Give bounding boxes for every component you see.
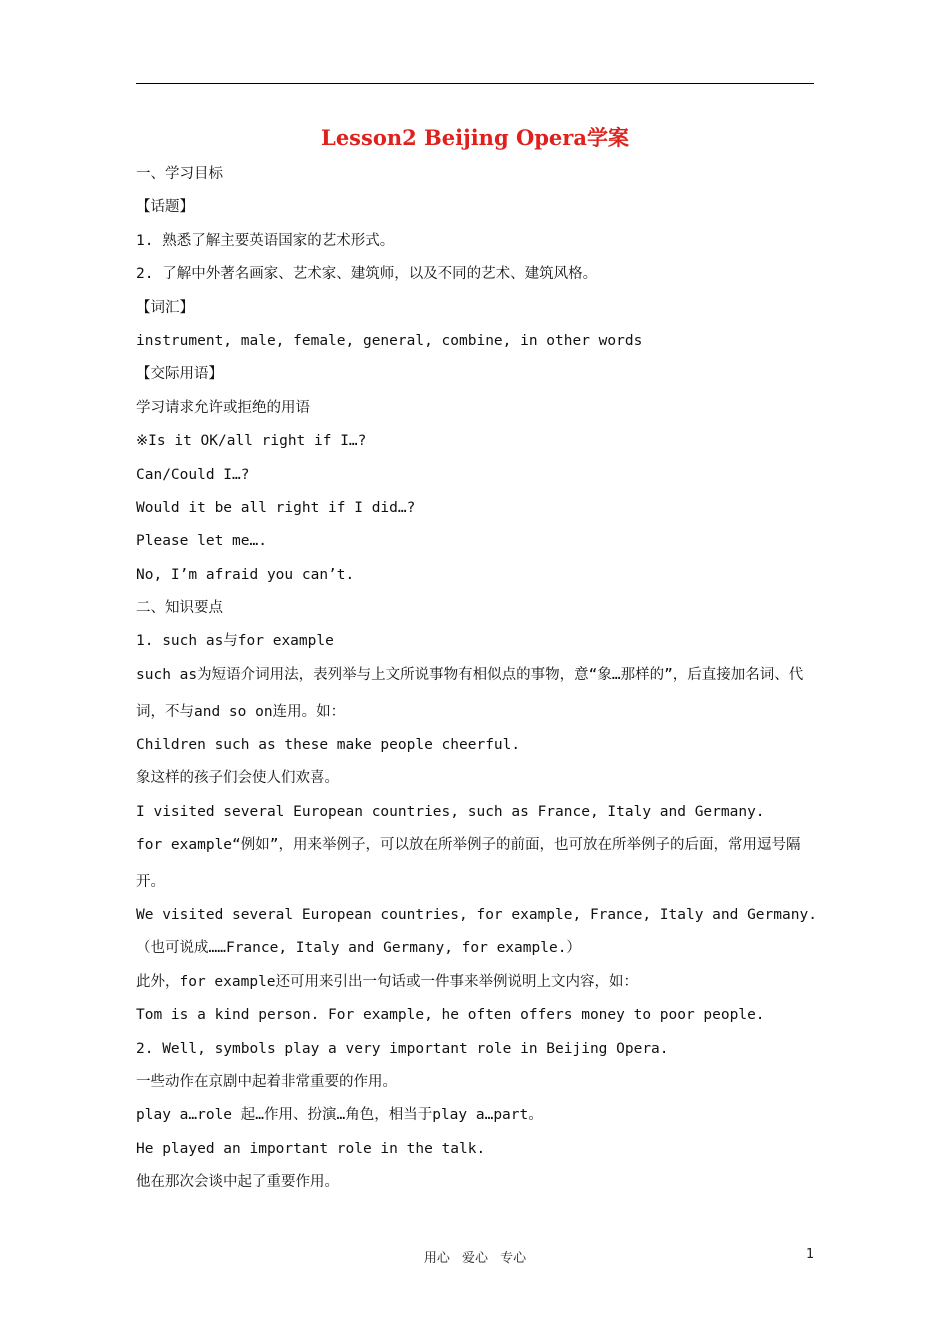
footer-motto: 用心 爱心 专心 — [423, 1251, 527, 1266]
page-number: 1 — [806, 1247, 815, 1262]
topic-item-1: 1. 熟悉了解主要英语国家的艺术形式。 — [136, 232, 395, 249]
example-sentence: I visited several European countries, such as France, Italy and Germany. — [136, 803, 765, 820]
document-body — [136, 158, 816, 1200]
topic-item-2: 2. 了解中外著名画家、艺术家、建筑师，以及不同的艺术、建筑风格。 — [136, 266, 598, 283]
point-2-translation: 一些动作在京剧中起着非常重要的作用。 — [136, 1073, 397, 1090]
subheading-vocabulary: 【词汇】 — [136, 299, 194, 316]
example-sentence: He played an important role in the talk. — [136, 1140, 486, 1157]
example-sentence: Tom is a kind person. For example, he often offers money to poor people. — [136, 1007, 765, 1024]
point-1-explanation: such as为短语介词用法，表列举与上文所说事物有相似点的事物，意“象…那样的”，后直接加名词、代词，不与and so on连用。如： — [136, 666, 804, 720]
phrase-line: Please let me…. — [136, 533, 267, 550]
phrase-line: Would it be all right if I did…? — [136, 499, 416, 516]
phrase-explanation: play a…role 起…作用、扮演…角色，相当于play a…part。 — [136, 1107, 543, 1124]
phrase-line: ※Is it OK/all right if I…? — [136, 433, 367, 450]
point-1-heading: 1. such as与for example — [136, 633, 334, 650]
example-translation: 象这样的孩子们会使人们欢喜。 — [136, 770, 339, 787]
subheading-communication: 【交际用语】 — [136, 366, 223, 383]
phrase-line: No, I’m afraid you can’t. — [136, 566, 355, 583]
subheading-topic: 【话题】 — [136, 199, 194, 216]
vocabulary-list: instrument, male, female, general, combine, in other words — [136, 332, 643, 349]
for-example-explanation: for example“例如”，用来举例子，可以放在所举例子的前面，也可放在所举例子的后面，常用逗号隔开。 — [136, 837, 801, 891]
phrase-line: Can/Could I…? — [136, 466, 250, 483]
point-2-heading: 2. Well, symbols play a very important role in Beijing Opera. — [136, 1040, 669, 1057]
example-sentence: Children such as these make people cheerful. — [136, 736, 521, 753]
section-heading-key-points: 二、知识要点 — [136, 600, 223, 617]
section-heading-objectives: 一、学习目标 — [136, 166, 223, 182]
additional-note: 此外，for example还可用来引出一句话或一件事来举例说明上文内容，如： — [136, 973, 639, 990]
page-title: Lesson2 Beijing Opera学案 — [321, 125, 629, 150]
example-translation: 他在那次会谈中起了重要作用。 — [136, 1174, 339, 1191]
example-alternative: （也可说成……France, Italy and Germany, for example.） — [136, 940, 581, 957]
example-sentence: We visited several European countries, for example, France, Italy and Germany. — [136, 907, 817, 924]
communication-intro: 学习请求允许或拒绝的用语 — [136, 399, 310, 416]
header-rule — [136, 83, 814, 84]
